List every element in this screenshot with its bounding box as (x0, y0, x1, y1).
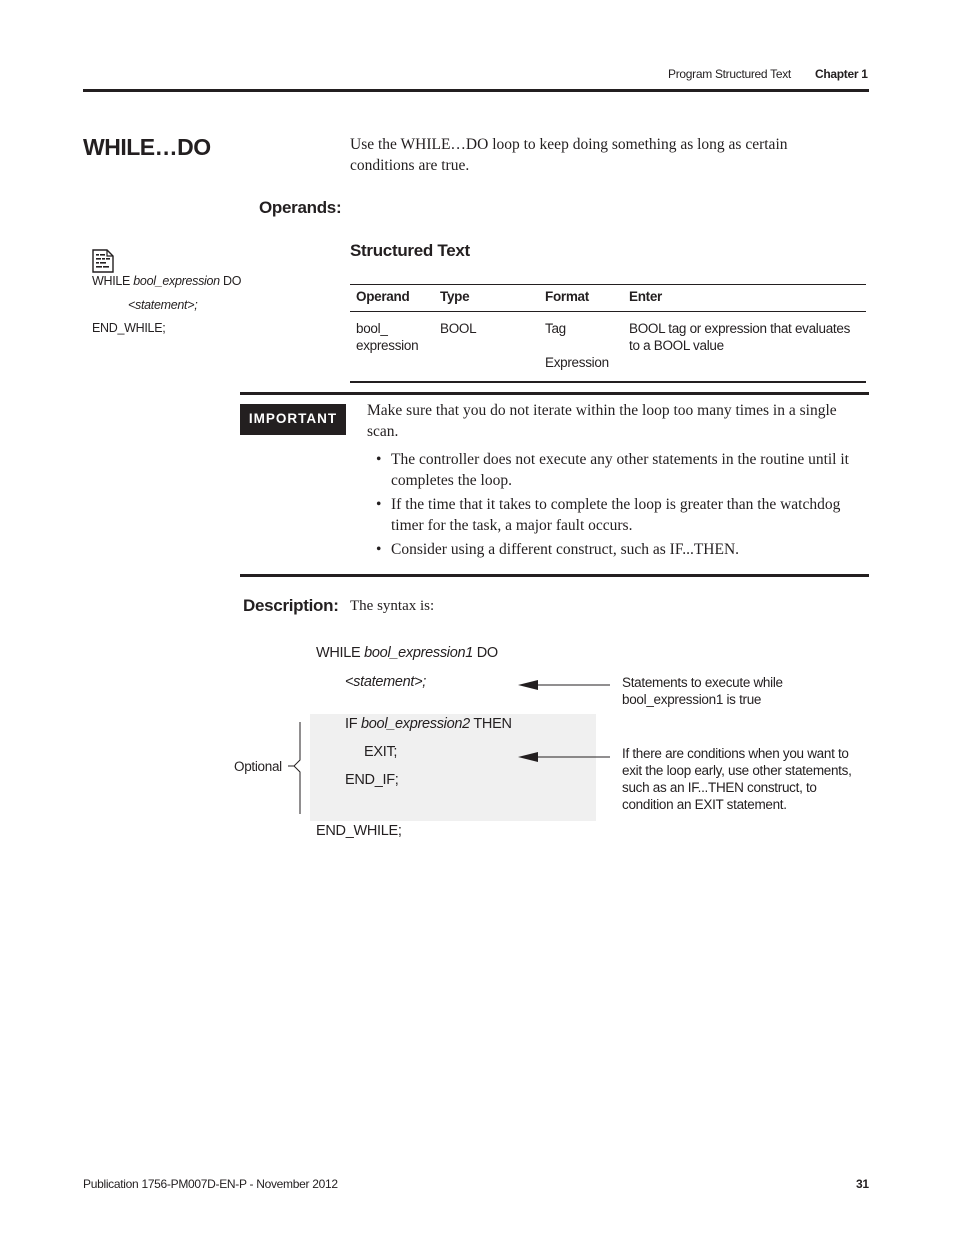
sidebar-snippet-line2: <statement>; (128, 298, 198, 312)
syntax-exit: EXIT; (364, 744, 398, 760)
important-text: Make sure that you do not iterate within the loop too many times in a single scan. (367, 402, 837, 440)
important-badge: IMPORTANT (240, 404, 346, 435)
optional-label: Optional (234, 759, 282, 774)
footer-publication: Publication 1756-PM007D-EN-P - November 2012 (83, 1177, 338, 1191)
table-header-row (350, 285, 866, 312)
syntax-end-if: END_IF; (345, 772, 399, 788)
description-text: The syntax is: (350, 598, 435, 614)
syntax-while-param: bool_expression1 (364, 645, 474, 661)
list-item: • If the time that it takes to complete the loop is greater than the watchdog timer for the task, a major fault occurs. (376, 496, 841, 534)
note-exit-conditions: If there are conditions when you want to exit the loop early, use other statements, such as an IF...THEN construct, to condition an EXIT statement. (622, 746, 852, 812)
page-number: 31 (856, 1177, 869, 1191)
operand-table (350, 284, 866, 383)
running-header-chapter: Chapter 1 (815, 67, 868, 81)
syntax-statement: <statement>; (345, 674, 427, 690)
syntax-if-keyword: IF (345, 716, 358, 732)
important-bottom-rule (240, 574, 869, 577)
sidebar-snippet-line3: END_WHILE; (92, 321, 166, 335)
optional-brace-icon (286, 720, 306, 816)
cell-format-expression: Expression (545, 355, 609, 370)
important-bullet-list (376, 450, 870, 565)
cell-enter: BOOL tag or expression that evaluates to a BOOL value (623, 312, 866, 383)
arrow-left-icon (516, 750, 612, 764)
col-format: Format (539, 285, 623, 312)
page-title: WHILE…DO (83, 134, 211, 160)
cell-format (539, 312, 623, 383)
running-header-section: Program Structured Text (668, 67, 791, 81)
cell-type: BOOL (434, 312, 539, 383)
col-operand: Operand (350, 285, 434, 312)
cell-format-tag: Tag (545, 321, 566, 336)
structured-text-label: Structured Text (350, 241, 470, 260)
syntax-end-while: END_WHILE; (316, 823, 402, 839)
syntax-do-keyword: DO (476, 645, 498, 661)
description-label: Description: (243, 596, 339, 615)
cell-operand: bool_ expression (350, 312, 434, 383)
col-enter: Enter (623, 285, 866, 312)
intro-text: Use the WHILE…DO loop to keep doing something as long as certain conditions are true. (350, 136, 788, 174)
sidebar-do-keyword: DO (223, 274, 242, 288)
list-item: • The controller does not execute any other statements in the routine until it completes the loop. (376, 451, 849, 489)
operands-label: Operands: (259, 198, 342, 217)
header-rule (83, 89, 869, 92)
col-type: Type (434, 285, 539, 312)
document-icon (92, 249, 114, 273)
bullet-text: The controller does not execute any other statements in the routine until it completes the loop. (391, 451, 849, 489)
list-item: • Consider using a different construct, such as IF...THEN. (376, 541, 740, 558)
table-row (350, 312, 866, 383)
arrow-left-icon (516, 678, 612, 692)
syntax-if-line (345, 716, 512, 732)
sidebar-snippet-line1 (92, 274, 241, 288)
bullet-text: If the time that it takes to complete the loop is greater than the watchdog timer for the task, a major fault occurs. (391, 496, 841, 534)
syntax-then-keyword: THEN (473, 716, 512, 732)
syntax-while-line (316, 645, 498, 661)
sidebar-while-param: bool_expression (133, 274, 220, 288)
sidebar-while-keyword: WHILE (92, 274, 131, 288)
note-statements: Statements to execute while bool_expression1 is true (622, 675, 783, 707)
syntax-if-param: bool_expression2 (361, 716, 470, 732)
syntax-while-keyword: WHILE (316, 645, 361, 661)
important-top-rule (240, 392, 869, 395)
bullet-text: Consider using a different construct, such as IF...THEN. (391, 541, 740, 558)
